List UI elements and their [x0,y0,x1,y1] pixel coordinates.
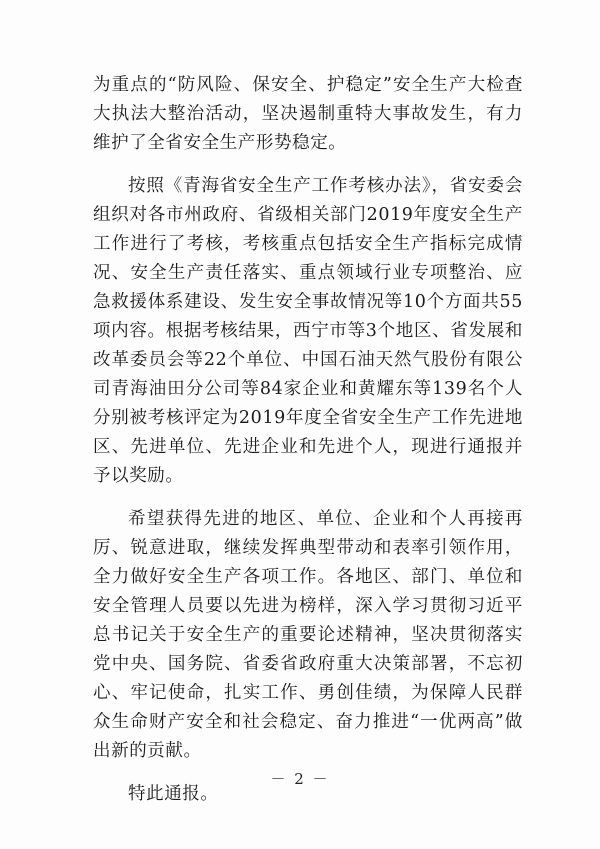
paragraph-expectation: 希望获得先进的地区、单位、企业和个人再接再厉、锐意进取，继续发挥典型带动和表率引领作用，全力做好安全生产各项工作。各地区、部门、单位和安全管理人员要以先进为榜样，深入学习贯彻习近平总书记关于安全生产的重要论述精神，坚决贯彻落实党中央、国务院、省委省政府重大决策部署，不忘初心、牢记使命，扎实工作、勇创佳绩，为保障人民群众生命财产安全和社会稳定、奋力推进“一优两高”做出新的贡献。 [93,509,523,761]
page-number: － 2 － [270,770,330,788]
paragraph-assessment: 按照《青海省安全生产工作考核办法》，省安委会组织对各市州政府、省级相关部门2019年度安全生产工作进行了考核，考核重点包括安全生产指标完成情况、安全生产责任落实、重点领域行业专项整治、应急救援体系建设、发生安全事故情况等10个方面共55项内容。根据考核结果，西宁市等3个地区、省发展和改革委员会等22个单位、中国石油天然气股份有限公司青海油田分公司等84家企业和黄耀东等139名个人分别被考核评定为2019年度全省安全生产工作先进地区、先进单位、先进企业和先进个人，现进行通报并予以奖励。 [93,176,523,486]
document-body [93,71,523,809]
paragraph-closing: 特此通报。 [128,784,219,804]
paragraph-continuation: 为重点的“防风险、保安全、护稳定”安全生产大检查大执法大整治活动，坚决遏制重特大事故发生，有力维护了全省安全生产形势稳定。 [93,75,523,153]
